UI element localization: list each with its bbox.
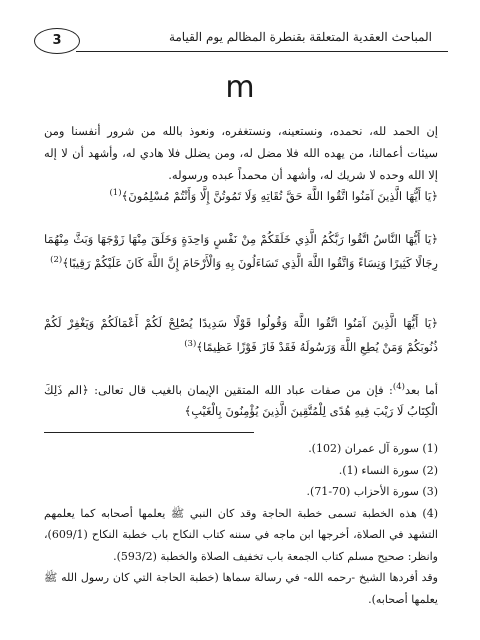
page-number-badge: 3 [34, 28, 80, 54]
footnote-2: (2) سورة النساء (1). [338, 463, 438, 477]
verse-1-ref: (1) [109, 188, 122, 198]
verse-2-text: ﴿يَا أَيُّهَا النَّاسُ اتَّقُوا رَبَّكُمُ الَّذِي خَلَقَكُمْ مِنْ نَفْسٍ وَاحِدَةٍ وَخَلَقَ مِنْهَا زَوْجَهَا وَبَثَّ مِنْهُمَا رِجَالًا كَثِيرًا وَنِسَاءً وَاتَّقُوا اللَّهَ الَّذِي تَسَاءَلُونَ بِهِ وَالْأَرْحَامَ إِنَّ اللَّهَ كَانَ عَلَيْكُمْ رَقِيبًا﴾ [44, 232, 438, 270]
verse-1-text: ﴿يَا أَيُّهَا الَّذِينَ آمَنُوا اتَّقُوا اللَّهَ حَقَّ تُقَاتِهِ وَلَا تَمُوتُنَّ إِلَّا وَأَنْتُمْ مُسْلِمُونَ﴾ [121, 188, 438, 203]
footnote-1: (1) سورة آل عمران (102). [308, 442, 438, 455]
header-rule [76, 51, 448, 52]
amma-baad-paragraph [44, 377, 438, 422]
basmala-glyph: m [225, 70, 255, 105]
header-title: المباحث العقدية المتعلقة بقنطرة المظالم يوم القيامة [168, 30, 432, 44]
footnote-4: (4) هذه الخطبة تسمى خطبة الحاجة وقد كان النبي ﷺ يعلمها أصحابه كما يعلمهم التشهد في الصلاة، أخرجها ابن ماجه في سننه كتاب النكاح باب خطبة النكاح (609/1)، وانظر: صحيح مسلم كتاب الجمعة باب تخفيف الصلاة والخطبة (593/2). [44, 506, 438, 563]
verse-2-ref: (2) [50, 255, 63, 265]
footnote-3: (3) سورة الأحزاب (70-71). [306, 485, 438, 498]
verse-2 [44, 229, 438, 274]
amma-baad-text: : فإن من صفات عباد الله المتقين الإيمان بالغيب قال تعالى: ﴿الم ذَلِكَ الْكِتَابُ لَا رَيْبَ فِيهِ هُدًى لِلْمُتَّقِينَ الَّذِينَ يُؤْمِنُونَ بِالْغَيْبِ﴾ [44, 382, 438, 418]
amma-baad-lead: أما بعد [404, 382, 438, 397]
verse-1 [44, 183, 438, 207]
amma-baad-ref: (4) [392, 382, 405, 392]
footnote-separator [44, 432, 254, 433]
intro-paragraph: إن الحمد لله، نحمده، ونستعينه، ونستغفره، ونعوذ بالله من شرور أنفسنا ومن سيئات أعمالنا، من يهده الله فلا مضل له، ومن يضلل فلا هادي له، وأشهد أن لا إله إلا الله وحده لا شريك له، وأشهد أن محمداً عبده ورسوله. [44, 124, 438, 182]
page-header [34, 28, 448, 52]
verse-3-ref: (3) [184, 339, 197, 349]
footnotes [44, 438, 438, 610]
footnote-4-continued: وقد أفردها الشيخ -رحمه الله- في رسالة سماها (خطبة الحاجة التي كان رسول الله ﷺ يعلمها أصحابه). [44, 571, 438, 606]
verse-3 [44, 313, 438, 358]
verse-3-text: ﴿يَا أَيُّهَا الَّذِينَ آمَنُوا اتَّقُوا اللَّهَ وَقُولُوا قَوْلًا سَدِيدًا يُصْلِحْ لَكُمْ أَعْمَالَكُمْ وَيَغْفِرْ لَكُمْ ذُنُوبَكُمْ وَمَنْ يُطِعِ اللَّهَ وَرَسُولَهُ فَقَدْ فَازَ فَوْزًا عَظِيمًا﴾ [44, 316, 438, 354]
